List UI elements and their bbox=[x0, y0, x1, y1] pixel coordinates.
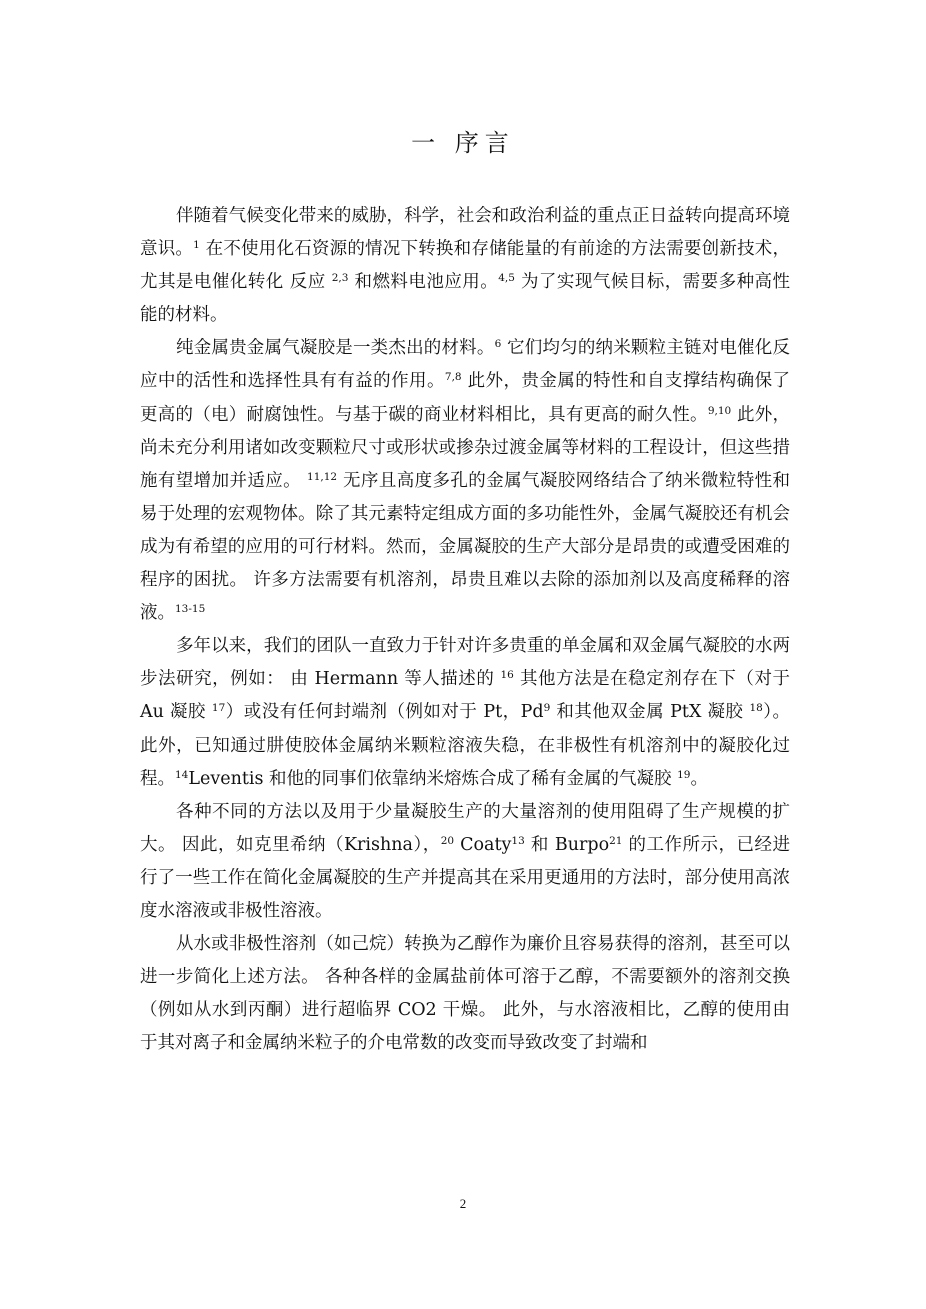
paragraph-2 bbox=[140, 332, 790, 630]
paragraph-text: ）。 此外，已知通过肼使胶体金属纳米颗粒溶液失稳，在非极性有机溶剂中的凝胶化过程。 bbox=[140, 702, 790, 789]
paragraph-text: 纯金属贵金属气凝胶是一类杰出的材料。 bbox=[176, 338, 495, 359]
paragraph-text: 的工作所示，已经进行了一些工作在简化金属凝胶的生产并提高其在采用更通用的方法时，部分使用高浓度水溶液或非极性溶液。 bbox=[140, 834, 790, 921]
paragraph-text: 。 bbox=[690, 768, 708, 789]
citation-ref: 20 bbox=[440, 834, 455, 847]
paragraph-1 bbox=[140, 200, 790, 332]
paragraph-5 bbox=[140, 928, 790, 1060]
citation-ref: 4,5 bbox=[498, 272, 515, 285]
citation-ref: 1 bbox=[193, 239, 200, 252]
paragraph-text: 此外，尚未充分利用诸如改变颗粒尺寸或形状或掺杂过渡金属等材料的工程设计，但这些措施有望增加并适应。 bbox=[140, 404, 790, 491]
citation-ref: 18 bbox=[749, 702, 763, 715]
citation-ref: 13-15 bbox=[175, 603, 206, 616]
paragraph-text: 从水或非极性溶剂（如己烷）转换为乙醇作为廉价且容易获得的溶剂，甚至可以进一步简化上述方法。 各种各样的金属盐前体可溶于乙醇，不需要额外的溶剂交换（例如从水到丙酮）进行超临界 CO2 干燥。 此外，与水溶液相比，乙醇的使用由于其对离子和金属纳米粒子的介电常数的改变而导致改变了封端和 bbox=[140, 934, 790, 1054]
citation-ref: 13 bbox=[511, 834, 525, 847]
citation-ref: 14 bbox=[175, 768, 189, 781]
paragraph-text: 和 Burpo bbox=[524, 834, 610, 855]
paragraph-text: 在不使用化石资源的情况下转换和存储能量的有前途的方法需要创新技术，尤其是电催化转化 反应 bbox=[140, 239, 791, 293]
citation-ref: 16 bbox=[500, 669, 514, 682]
body-text bbox=[140, 200, 790, 1060]
paragraph-text: 各种不同的方法以及用于少量凝胶生产的大量溶剂的使用阻碍了生产规模的扩大。 因此，如克里希纳（Krishna）， bbox=[140, 801, 790, 855]
paragraph-text: Leventis 和他的同事们依靠纳米熔炼合成了稀有金属的气凝胶 bbox=[188, 768, 678, 789]
citation-ref: 9,10 bbox=[707, 404, 732, 417]
page-title: 一 序言 bbox=[411, 129, 515, 157]
citation-ref: 9 bbox=[543, 702, 551, 715]
paragraph-text: 其他方法是在稳定剂存在下（对于 Au 凝胶 bbox=[140, 669, 790, 723]
paragraph-text: ）或没有任何封端剂（例如对于 Pt，Pd bbox=[225, 702, 544, 723]
page-number: 2 bbox=[459, 1196, 467, 1211]
citation-ref: 11,12 bbox=[307, 470, 338, 483]
paragraph-4 bbox=[140, 796, 790, 928]
citation-ref: 6 bbox=[494, 338, 502, 351]
paragraph-text: 和燃料电池应用。 bbox=[348, 272, 499, 293]
paragraph-text: Coaty bbox=[454, 834, 512, 855]
citation-ref: 21 bbox=[609, 834, 623, 847]
paragraph-3 bbox=[140, 630, 790, 795]
paragraph-text: 它们均匀的纳米颗粒主链对电催化反应中的活性和选择性具有有益的作用。 bbox=[140, 338, 791, 392]
citation-ref: 19 bbox=[677, 768, 691, 781]
paragraph-text: 为了实现气候目标，需要多种高性能的材料。 bbox=[140, 272, 791, 326]
citation-ref: 17 bbox=[211, 702, 226, 715]
paragraph-text: 伴随着气候变化带来的威胁，科学，社会和政治利益的重点正日益转向提高环境意识。 bbox=[140, 206, 790, 260]
citation-ref: 7,8 bbox=[444, 371, 462, 384]
citation-ref: 2,3 bbox=[331, 272, 349, 285]
paragraph-text: 多年以来，我们的团队一直致力于针对许多贵重的单金属和双金属气凝胶的水两步法研究，例如： 由 Hermann 等人描述的 bbox=[140, 636, 790, 690]
paragraph-text: 和其他双金属 PtX 凝胶 bbox=[550, 702, 750, 723]
paragraph-text: 此外，贵金属的特性和自支撑结构确保了更高的（电）耐腐蚀性。与基于碳的商业材料相比，具有更高的耐久性。 bbox=[140, 371, 791, 425]
paragraph-text: 无序且高度多孔的金属气凝胶网络结合了纳米微粒特性和易于处理的宏观物体。除了其元素特定组成方面的多功能性外，金属气凝胶还有机会成为有希望的应用的可行材料。然而，金属凝胶的生产大部分是昂贵的或遭受困难的程序的困扰。 许多方法需要有机溶剂，昂贵且难以去除的添加剂以及高度稀释的溶液。 bbox=[140, 470, 791, 624]
